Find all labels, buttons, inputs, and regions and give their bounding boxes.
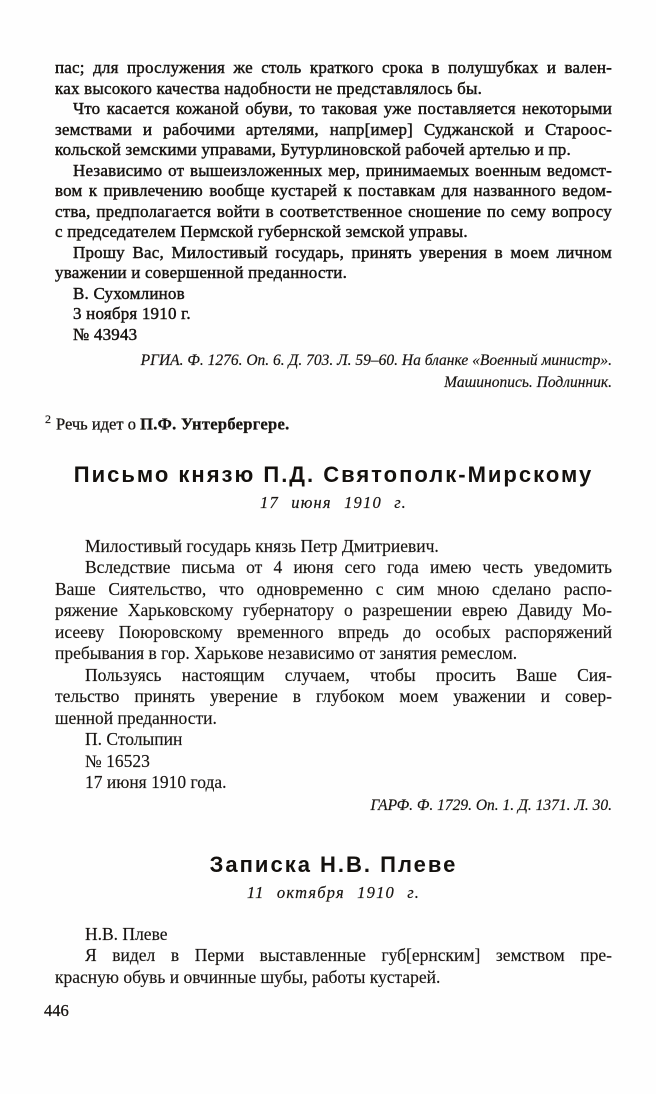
text-line: красную обувь и овчинные шубы, работы кустарей. xyxy=(55,966,441,987)
signature-line: В. Сухомлинов xyxy=(73,283,185,303)
document-number-line: № 16523 xyxy=(85,750,150,771)
text-line: Вследствие письма от 4 июня сего года имею честь уведомить xyxy=(85,557,612,577)
archival-citation-line: Машинопись. Подлинник. xyxy=(444,374,612,391)
text-line: исееву Поюровскому временного впредь до особых распоряжений xyxy=(55,621,612,642)
archival-citation-line: РГИА. Ф. 1276. Оп. 6. Д. 703. Л. 59–60. На бланке «Военный министр». xyxy=(140,352,612,369)
archival-citation xyxy=(55,350,612,394)
signature-line: П. Столыпин xyxy=(85,729,183,749)
text-line: ства, предполагается войти в соответственное сношение по сему вопросу xyxy=(55,201,612,221)
document-sukhomlinov-letter-end xyxy=(55,58,612,394)
document-date-heading: 11 октября 1910 г. xyxy=(246,882,421,902)
text-line: уважении и совершенной преданности. xyxy=(55,263,348,282)
document-zapiska-pleve xyxy=(55,851,612,989)
date-line: 3 ноября 1910 г. xyxy=(73,304,191,323)
text-line: пребывания в гор. Харькове независимо от занятия ремеслом. xyxy=(55,643,518,663)
text-line: Я видел в Перми выставленные губ[ернским] земством пре- xyxy=(85,945,612,965)
text-line: ряжение Харьковскому губернатору о разрешении еврею Давиду Мо- xyxy=(55,600,612,620)
text-line: пас; для прослужения же столь краткого срока в полушубках и вален- xyxy=(55,58,612,77)
text-line: Н.В. Плеве xyxy=(85,923,168,944)
text-line: вом к привлечению вообще кустарей к поставкам для названного ведом- xyxy=(55,181,612,200)
text-line: Ваше Сиятельство, что одновременно с сим мною сделано распо- xyxy=(55,578,612,599)
text-line: Пользуясь настоящим случаем, чтобы просить Ваше Сия- xyxy=(85,664,612,685)
text-line: Прошу Вас, Милостивый государь, принять уверения в моем личном xyxy=(73,242,612,262)
document-title: Записка Н.В. Плеве xyxy=(209,851,458,877)
text-line: Независимо от вышеизложенных мер, принимаемых военным ведомст- xyxy=(73,160,612,180)
document-body xyxy=(55,924,612,989)
text-line: шенной преданности. xyxy=(55,707,217,728)
footnote-marker: 2 xyxy=(45,412,51,426)
text-line: Милостивый государь князь Петр Дмитриевич. xyxy=(85,535,439,556)
document-number-line: № 43943 xyxy=(73,324,138,344)
archival-citation-line: ГАРФ. Ф. 1729. Оп. 1. Д. 1371. Л. 30. xyxy=(370,796,612,814)
text-line: тельство принять уверение в глубоком моем уважении и совер- xyxy=(55,686,612,706)
text-line: с председателем Пермской губернской земской управы. xyxy=(55,222,468,241)
footnote-text: Речь идет о xyxy=(56,414,136,434)
document-body xyxy=(55,536,612,794)
date-line: 17 июня 1910 года. xyxy=(85,772,227,792)
text-line: кольской земскими управами, Бутурлиновской рабочей артелью и пр. xyxy=(55,140,571,159)
text-line: земствами и рабочими артелями, напр[имер] Суджанской и Староос- xyxy=(55,119,612,139)
footnote xyxy=(45,409,612,435)
text-line: Что касается кожаной обуви, то таковая уже поставляется некоторыми xyxy=(73,99,612,118)
archival-citation xyxy=(55,795,612,817)
document-letter-svyatopolk-mirsky xyxy=(55,461,612,817)
document-title: Письмо князю П.Д. Святополк-Мирскому xyxy=(73,461,594,487)
footnote-name-bold: П.Ф. Унтербергере. xyxy=(140,414,290,434)
text-line: ках высокого качества надобности не представлялось бы. xyxy=(55,78,483,98)
page-number: 446 xyxy=(44,1001,69,1020)
document-date-heading: 17 июня 1910 г. xyxy=(260,492,407,512)
